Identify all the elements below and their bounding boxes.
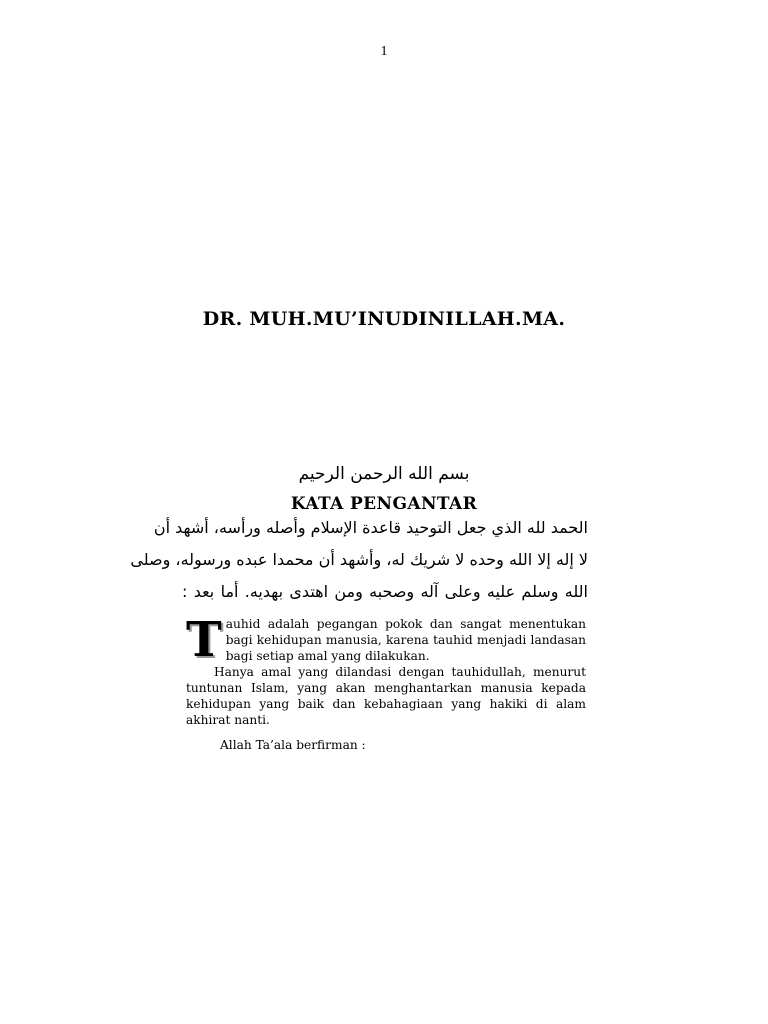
basmalah: بسم الله الرحمن الرحيم bbox=[298, 464, 470, 484]
section-heading: KATA PENGANTAR bbox=[290, 494, 478, 514]
arabic-line: لا إله إلا الله وحده لا شريك له، وأشهد أن محمدا عبده ورسوله، وصلى bbox=[130, 550, 588, 569]
arabic-line: الحمد لله الذي جعل التوحيد قاعدة الإسلام وأصله ورأسه، أشهد أن bbox=[153, 518, 588, 537]
arabic-line: الله وسلم عليه وعلى آله وصحبه ومن اهتدى بهديه. أما بعد : bbox=[182, 582, 588, 601]
firman-line: Allah Ta’ala berfirman : bbox=[220, 738, 366, 752]
arabic-opening-text bbox=[130, 512, 588, 608]
paragraph-1-text: auhid adalah pegangan pokok dan sangat menentukan bagi kehidupan manusia, karena tauhid menjadi landasan bagi setiap amal yang dilakukan. bbox=[225, 617, 586, 663]
paragraph-1 bbox=[186, 612, 586, 668]
page-number: 1 bbox=[380, 44, 388, 59]
author-name: DR. MUH.MU’INUDINILLAH.MA. bbox=[202, 308, 566, 330]
drop-cap: T bbox=[186, 612, 222, 668]
paragraph-2: Hanya amal yang dilandasi dengan tauhidullah, menurut tuntunan Islam, yang akan menghantarkan manusia kepada kehidupan yang baik dan kebahagiaan yang hakiki di alam akhirat nanti. bbox=[186, 665, 586, 727]
body-text bbox=[186, 612, 586, 728]
